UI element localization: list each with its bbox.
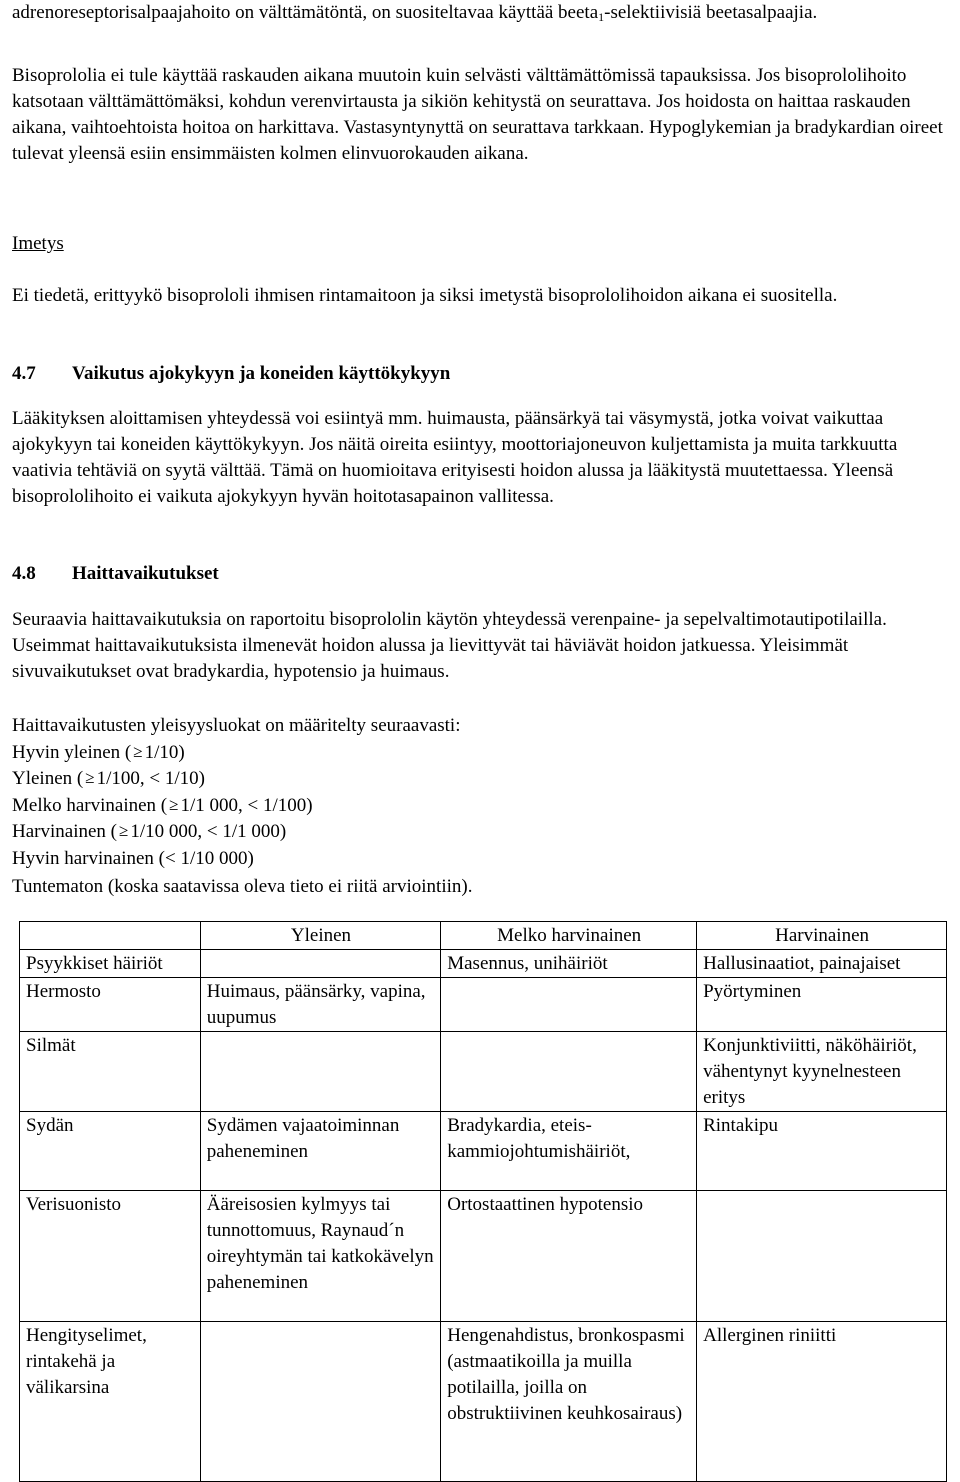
freq-label: Melko harvinainen ( (12, 794, 168, 816)
ge-symbol: ≥ (133, 741, 143, 761)
pregnancy-paragraph: Bisoprololia ei tule käyttää raskauden aikana muutoin kuin selvästi välttämättömissä tapauksissa. Jos bisoprololihoito katsotaan välttämättömäksi, kohdun verenvirtausta ja sikiön kehitystä on seurattava. Jos hoidosta on haittaa raskauden aikana, vaihtoehtoista hoitoa on harkittava. Vastasyntynyttä on seurattava tarkkaan. Hypoglykemian ja bradykardian oireet tulevat yleensä esiin ensimmäisten kolmen elinvuorokauden aikana. (12, 65, 943, 164)
table-cell: Ääreisosien kylmyys tai tunnottomuus, Raynaud´n oireyhtymän tai katkokävelyn paheneminen (200, 1191, 440, 1322)
adverse-effects-table (19, 921, 947, 1482)
table-header-row (20, 922, 947, 950)
table-cell: Rintakipu (697, 1112, 947, 1191)
frequency-very-common (12, 740, 947, 767)
table-cell (441, 978, 697, 1032)
table-cell: Allerginen riniitti (697, 1322, 947, 1482)
table-row (20, 1322, 947, 1482)
frequency-very-rare: Hyvin harvinainen (< 1/10 000) (12, 847, 254, 869)
frequency-unknown: Tuntematon (koska saatavissa oleva tieto ei riitä arviointiin). (12, 876, 473, 897)
breastfeeding-heading: Imetys (12, 233, 64, 254)
header-cell: Melko harvinainen (441, 922, 697, 950)
frequency-common (12, 766, 947, 793)
intro-text: adrenoreseptorisalpaajahoito on välttämätöntä, on suositeltavaa käyttää beeta (12, 2, 599, 23)
header-cell: Harvinainen (697, 922, 947, 950)
section-4-7-paragraph: Lääkityksen aloittamisen yhteydessä voi esiintyä mm. huimausta, päänsärkyä tai väsymystä, jotka voivat vaikuttaa ajokykyyn tai koneiden käyttökykyyn. Jos näitä oireita esiintyy, moottoriajoneuvon kuljettamista ja muita tarkkuutta vaativia tehtäviä on syytä välttää. Tämä on huomioitava erityisesti hoidon alussa ja lääkitystä muutettaessa. Yleensä bisoprololihoito ei vaikuta ajokykyyn hyvän hoitotasapainon vallitessa. (12, 408, 898, 507)
table-cell (200, 950, 440, 978)
freq-label: Hyvin yleinen ( (12, 741, 132, 763)
frequency-rare (12, 819, 947, 846)
section-4-8-paragraph: Seuraavia haittavaikutuksia on raportoitu bisoprololin käytön yhteydessä verenpaine- ja sepelvaltimotautipotilailla. Useimmat haittavaikutuksista ilmenevät hoidon alussa ja lievittyvät tai häviävät hoidon jatkuessa. Yleisimmät sivuvaikutukset ovat bradykardia, hypotensio ja huimaus. (12, 609, 887, 682)
section-number: 4.7 (12, 363, 36, 384)
table-cell: Masennus, unihäiriöt (441, 950, 697, 978)
table-cell (200, 1032, 440, 1112)
frequency-uncommon (12, 793, 947, 820)
intro-paragraph (12, 0, 947, 30)
ge-symbol: ≥ (169, 794, 179, 814)
header-cell: Yleinen (200, 922, 440, 950)
freq-label: Yleinen ( (12, 768, 84, 789)
header-cell (20, 922, 201, 950)
table-cell: Psyykkiset häiriöt (20, 950, 201, 978)
freq-value: 1/10 000, < 1/1 000) (130, 821, 287, 842)
table-cell: Sydän (20, 1112, 201, 1191)
table-cell: Sydämen vajaatoiminnan paheneminen (200, 1112, 440, 1191)
table-cell (697, 1191, 947, 1322)
section-4-8-heading (12, 561, 219, 587)
table-cell: Pyörtyminen (697, 978, 947, 1032)
table-row (20, 950, 947, 978)
table-cell: Silmät (20, 1032, 201, 1112)
table-cell: Hallusinaatiot, painajaiset (697, 950, 947, 978)
adverse-effects-table-wrapper (19, 921, 947, 1482)
intro-text-end: -selektiivisiä beetasalpaajia. (604, 2, 818, 23)
section-number: 4.8 (12, 563, 36, 584)
section-title: Haittavaikutukset (72, 563, 219, 584)
table-row (20, 1032, 947, 1112)
freq-label: Harvinainen ( (12, 821, 117, 842)
ge-symbol: ≥ (118, 821, 129, 840)
table-cell: Ortostaattinen hypotensio (441, 1191, 697, 1322)
table-cell: Verisuonisto (20, 1191, 201, 1322)
table-cell: Hermosto (20, 978, 201, 1032)
table-cell (441, 1032, 697, 1112)
intro-subscript: 1 (598, 10, 605, 24)
table-cell: Huimaus, päänsärky, vapina, uupumus (200, 978, 440, 1032)
table-cell (200, 1322, 440, 1482)
table-row (20, 1112, 947, 1191)
ge-symbol: ≥ (85, 768, 95, 787)
section-title: Vaikutus ajokykyyn ja koneiden käyttökykyyn (72, 363, 451, 384)
table-row (20, 978, 947, 1032)
freq-value: 1/1 000, < 1/100) (180, 794, 313, 816)
section-4-7-heading (12, 361, 450, 387)
freq-value: 1/100, < 1/10) (96, 768, 205, 789)
frequency-list (12, 713, 947, 901)
frequency-intro: Haittavaikutusten yleisyysluokat on määritelty seuraavasti: (12, 715, 461, 736)
table-row (20, 1191, 947, 1322)
table-cell: Konjunktiviitti, näköhäiriöt, vähentynyt kyynelnesteen eritys (697, 1032, 947, 1112)
table-cell: Hengenahdistus, bronkospasmi (astmaatikoilla ja muilla potilailla, joilla on obstruktiivinen keuhkosairaus) (441, 1322, 697, 1482)
table-cell: Hengityselimet, rintakehä ja välikarsina (20, 1322, 201, 1482)
breastfeeding-paragraph: Ei tiedetä, erittyykö bisoprololi ihmisen rintamaitoon ja siksi imetystä bisoprololihoidon aikana ei suositella. (12, 285, 838, 306)
freq-value: 1/10) (144, 741, 185, 763)
table-cell: Bradykardia, eteis-kammiojohtumishäiriöt, (441, 1112, 697, 1191)
